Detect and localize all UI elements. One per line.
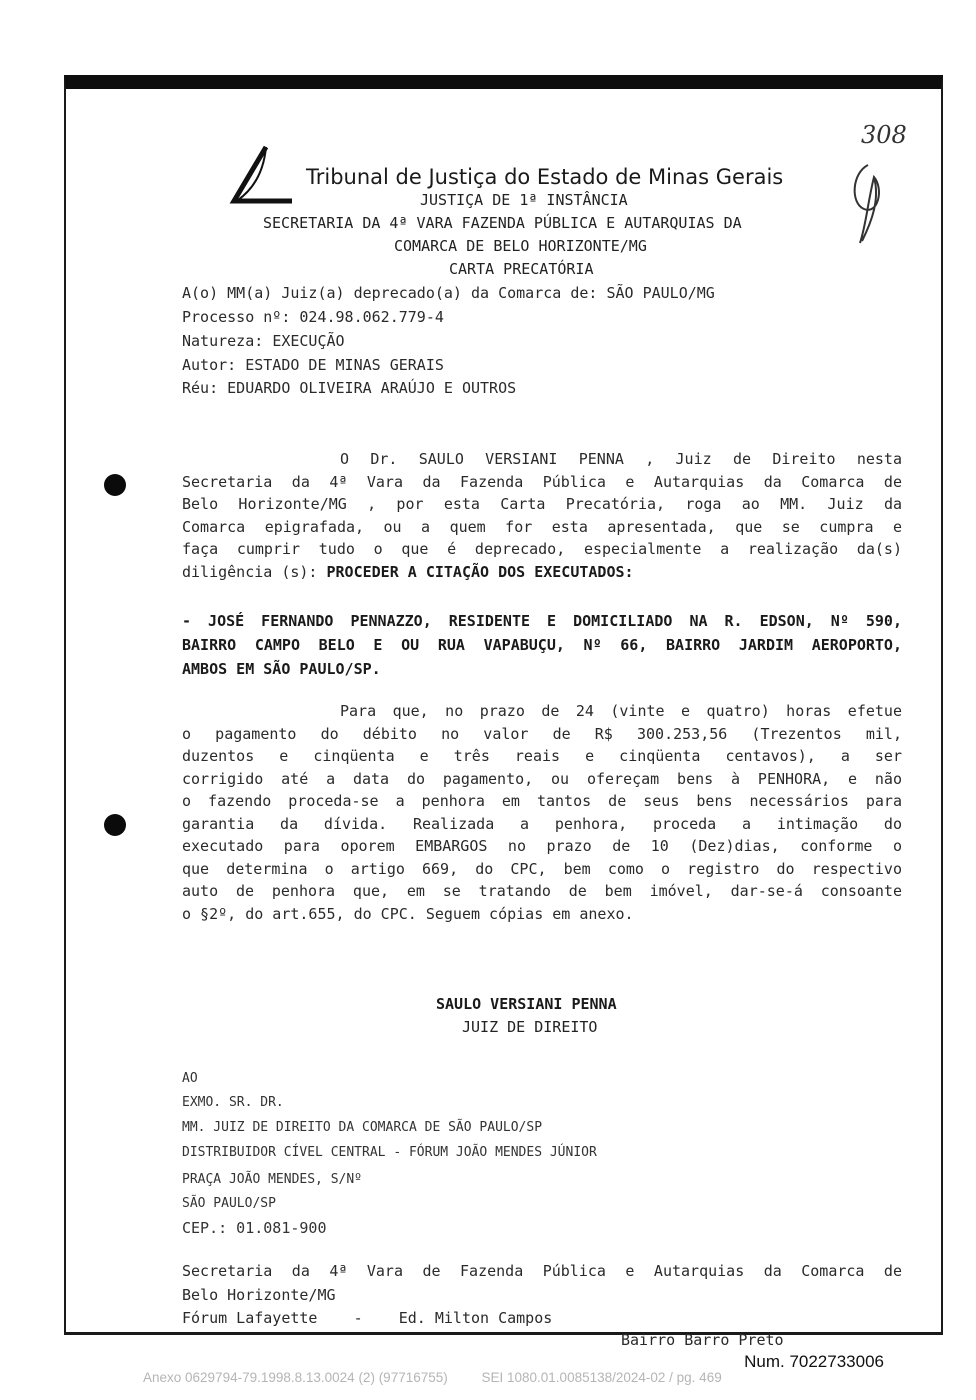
executed-party-block [182,609,902,681]
paragraph-line: Comarca epigrafada, ou a quem for esta apresentada, que se cumpra e [182,517,902,536]
paragraph-line: faça cumprir tudo o que é deprecado, especialmente a realização da(s) [182,540,902,558]
punch-hole [104,474,126,496]
secretariat-line-2: COMARCA DE BELO HORIZONTE/MG [394,237,647,255]
document-number-stamp: Num. 7022733006 [744,1352,884,1371]
executed-line: - JOSÉ FERNANDO PENNAZZO, RESIDENTE E DOMICILIADO NA R. EDSON, Nº 590, [182,612,902,630]
deprecado-value: SÃO PAULO/MG [606,284,715,302]
reu-label: Réu: [182,379,219,397]
footer-line: Fórum Lafayette - Ed. Milton Campos [182,1309,553,1327]
handwritten-rubric-signature [846,159,896,249]
natureza-value: EXECUÇÃO [272,332,345,350]
paragraph-line: o fazendo proceda-se a penhora em tantos de seus bens necessários para [182,792,902,810]
address-line: EXMO. SR. DR. [182,1095,284,1110]
paragraph-line: garantia da dívida. Realizada a penhora, proceda a intimação do [182,814,902,833]
address-line: MM. JUIZ DE DIREITO DA COMARCA DE SÃO PAULO/SP [182,1120,543,1135]
footer-line: Bairro Barro Preto [621,1331,784,1349]
scanned-page [64,75,943,1349]
tribunal-logo-icon [230,145,300,205]
footer-line: Secretaria da 4ª Vara de Fazenda Pública e Autarquias da Comarca de [182,1262,902,1280]
address-cep: CEP.: 01.081-900 [182,1219,327,1237]
court-name: Tribunal de Justiça do Estado de Minas Gerais [306,165,784,189]
signature-name: SAULO VERSIANI PENNA [436,995,617,1013]
signature-title: JUIZ DE DIREITO [462,1018,598,1036]
paragraph-line: auto de penhora que, em se tratando de bem imóvel, dar-se-á consoante [182,882,902,900]
processo-value: 024.98.062.779-4 [299,308,444,326]
footer-line: Belo Horizonte/MG [182,1286,336,1304]
paragraph-line: O Dr. SAULO VERSIANI PENNA , Juiz de Direito nesta [340,450,902,468]
address-line: AO [182,1071,198,1086]
processo-label: Processo nº: [182,308,291,326]
paragraph-line: executado para oporem EMBARGOS no prazo de 10 (Dez)dias, conforme o [182,837,902,855]
payment-paragraph [182,700,902,925]
paragraph-line: Secretaria da 4ª Vara da Fazenda Pública e Autarquias da Comarca de [182,472,902,491]
reu-value: EDUARDO OLIVEIRA ARAÚJO E OUTROS [227,379,517,397]
paragraph-line: que determina o artigo 669, do CPC, bem como o registro do respectivo [182,859,902,878]
executed-line: AMBOS EM SÃO PAULO/SP. [182,660,381,678]
address-line: DISTRIBUIDOR CÍVEL CENTRAL - FÓRUM JOÃO MENDES JÚNIOR [182,1145,597,1160]
autor-field [182,356,444,374]
secretariat-line-1: SECRETARIA DA 4ª VARA FAZENDA PÚBLICA E AUTARQUIAS DA [263,214,742,232]
document-type: CARTA PRECATÓRIA [449,260,594,278]
autor-value: ESTADO DE MINAS GERAIS [245,356,444,374]
natureza-label: Natureza: [182,332,264,350]
diligence-label: diligência (s): [182,562,318,581]
processo-field [182,308,444,326]
paragraph-line [182,561,902,584]
citation-paragraph [182,448,902,583]
address-line: PRAÇA JOÃO MENDES, S/Nº [182,1172,363,1187]
address-line: SÃO PAULO/SP [182,1196,276,1211]
diligence-order: PROCEDER A CITAÇÃO DOS EXECUTADOS: [326,562,634,581]
executed-line: BAIRRO CAMPO BELO E OU RUA VAPABUÇU, Nº 66, BAIRRO JARDIM AEROPORTO, [182,636,902,654]
paragraph-line: Belo Horizonte/MG , por esta Carta Precatória, roga ao MM. Juiz da [182,495,902,513]
reu-field [182,379,516,397]
sei-reference-line: Anexo 0629794-79.1998.8.13.0024 (2) (97716755) SEI 1080.01.0085138/2024-02 / pg. 469 [143,1370,722,1385]
paragraph-line: corrigido até a data do pagamento, ou ofereçam bens à PENHORA, e não [182,769,902,788]
paragraph-line: o pagamento do débito no valor de R$ 300.253,56 (Trezentos mil, [182,724,902,743]
paragraph-line: o §2º, do art.655, do CPC. Seguem cópias em anexo. [182,904,634,923]
paragraph-line: duzentos e cinqüenta e três reais e cinqüenta centavos), a ser [182,747,902,765]
deprecado-field [182,284,715,302]
paragraph-line: Para que, no prazo de 24 (vinte e quatro) horas efetue [340,702,902,720]
punch-hole [104,814,126,836]
natureza-field [182,332,345,350]
deprecado-label: A(o) MM(a) Juiz(a) deprecado(a) da Comarca de: [182,284,598,302]
instance-heading: JUSTIÇA DE 1ª INSTÂNCIA [420,191,628,209]
handwritten-page-number: 308 [861,121,907,149]
autor-label: Autor: [182,356,237,374]
